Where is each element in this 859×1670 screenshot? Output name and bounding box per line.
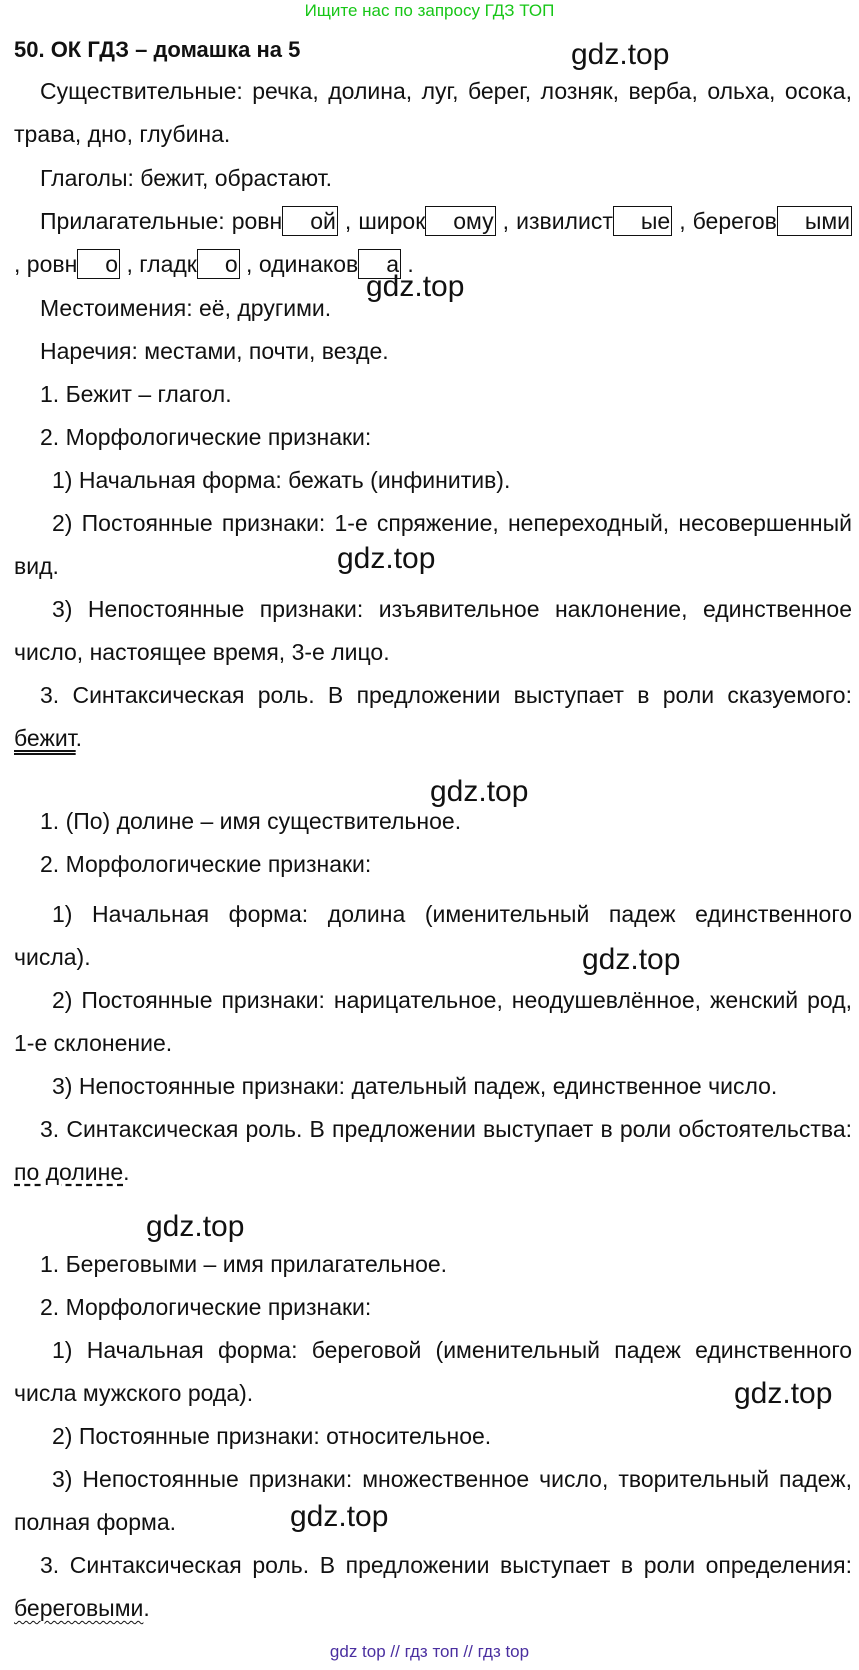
underlined-attribute: береговыми bbox=[14, 1595, 144, 1621]
ending-box: ыми bbox=[777, 206, 852, 236]
analysis-line: 2. Морфологические признаки: bbox=[40, 424, 372, 450]
adverbs-paragraph: Наречия: местами, почти, везде. bbox=[40, 338, 389, 364]
watermark: gdz.top bbox=[290, 1500, 389, 1533]
analysis-line: 2. Морфологические признаки: bbox=[40, 851, 372, 877]
analysis-line: 1) Начальная форма: береговой (именительный падеж единственного числа мужского рода). bbox=[14, 1337, 852, 1406]
analysis-line: 1. Бежит – глагол. bbox=[40, 381, 232, 407]
analysis-line: 2. Морфологические признаки: bbox=[40, 1294, 372, 1320]
analysis-line: 3) Непостоянные признаки: дательный падеж, единственное число. bbox=[52, 1073, 778, 1099]
watermark: gdz.top bbox=[571, 38, 670, 71]
top-banner-link[interactable]: Ищите нас по запросу ГДЗ ТОП bbox=[304, 1, 555, 20]
underlined-predicate: бежит bbox=[14, 725, 76, 751]
footer-links[interactable]: gdz top // гдз топ // гдз top bbox=[329, 1642, 530, 1661]
ending-box: о bbox=[197, 249, 240, 279]
analysis-line: 1) Начальная форма: бежать (инфинитив). bbox=[52, 467, 511, 493]
adjectives-paragraph: Прилагательные: ровн ой , широк ому , извилист ые , берегов ыми , ровн о , гладк о , одинаков а . bbox=[14, 208, 851, 277]
analysis-line: 1. (По) долине – имя существительное. bbox=[40, 808, 462, 834]
analysis-line: 3) Непостоянные признаки: изъявительное наклонение, единственное число, настоящее время, 3-е лицо. bbox=[14, 596, 852, 665]
analysis-line: 2) Постоянные признаки: нарицательное, неодушевлённое, женский род, 1-е склонение. bbox=[14, 987, 852, 1056]
analysis-line: 1) Начальная форма: долина (именительный падеж единственного числа). bbox=[14, 901, 852, 970]
ending-box: ому bbox=[425, 206, 495, 236]
watermark: gdz.top bbox=[366, 270, 465, 303]
page-title: 50. ОК ГДЗ – домашка на 5 bbox=[14, 37, 301, 62]
analysis-line: 3) Непостоянные признаки: множественное число, творительный падеж, полная форма. bbox=[14, 1466, 852, 1535]
underlined-adverbial: по долине bbox=[14, 1159, 124, 1185]
watermark: gdz.top bbox=[430, 775, 529, 808]
watermark: gdz.top bbox=[734, 1377, 833, 1410]
pronouns-paragraph: Местоимения: её, другими. bbox=[40, 295, 332, 321]
analysis-line: 2) Постоянные признаки: относительное. bbox=[52, 1423, 492, 1449]
analysis-line: 3. Синтаксическая роль. В предложении выступает в роли обстоятельства: по долине. bbox=[14, 1116, 852, 1185]
ending-box: а bbox=[358, 249, 401, 279]
analysis-line: 1. Береговыми – имя прилагательное. bbox=[40, 1251, 448, 1277]
analysis-line: 2) Постоянные признаки: 1-е спряжение, непереходный, несовершенный вид. bbox=[14, 510, 852, 579]
ending-box: о bbox=[77, 249, 120, 279]
watermark: gdz.top bbox=[146, 1210, 245, 1243]
nouns-paragraph: Существительные: речка, долина, луг, берег, лозняк, верба, ольха, осока, трава, дно, глубина. bbox=[14, 78, 852, 147]
ending-box: ой bbox=[282, 206, 338, 236]
verbs-paragraph: Глаголы: бежит, обрастают. bbox=[40, 165, 332, 191]
watermark: gdz.top bbox=[582, 943, 681, 976]
analysis-line: 3. Синтаксическая роль. В предложении выступает в роли сказуемого: бежит. bbox=[14, 682, 852, 751]
analysis-line: 3. Синтаксическая роль. В предложении выступает в роли определения: береговыми. bbox=[14, 1552, 852, 1621]
watermark: gdz.top bbox=[337, 542, 436, 575]
ending-box: ые bbox=[613, 206, 672, 236]
